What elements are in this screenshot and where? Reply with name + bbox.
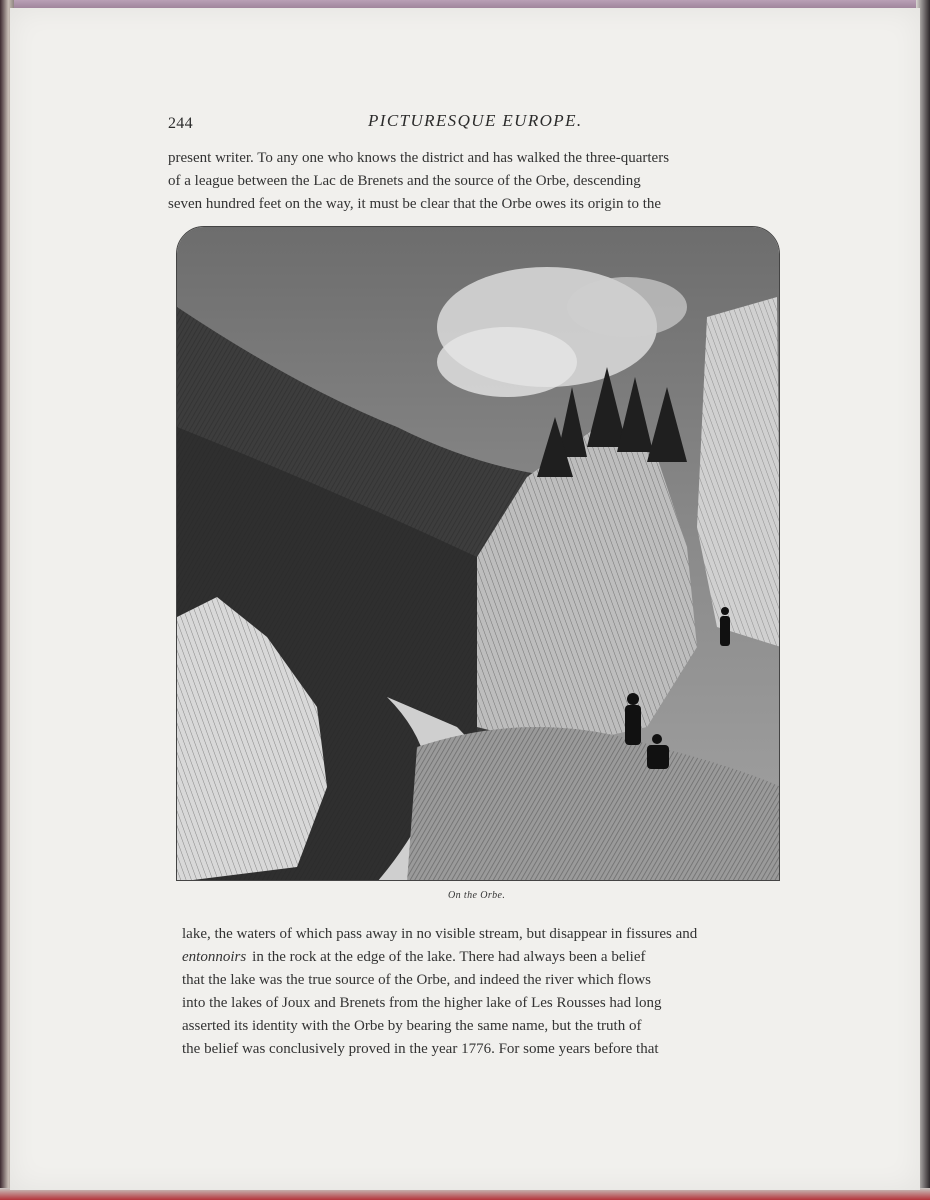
- body-line: asserted its identity with the Orbe by bearing the same name, but the truth of: [182, 1018, 642, 1034]
- body-line: seven hundred feet on the way, it must be clear that the Orbe owes its origin to the: [168, 196, 662, 212]
- illustration-caption: On the Orbe.: [448, 890, 506, 901]
- book-page: [10, 8, 920, 1190]
- body-line-rest: in the rock at the edge of the lake. There had always been a belief: [252, 949, 646, 965]
- body-line: the belief was conclusively proved in the year 1776. For some years before that: [182, 1041, 659, 1057]
- body-line: that the lake was the true source of the Orbe, and indeed the river which flows: [182, 972, 651, 988]
- body-line: lake, the waters of which pass away in no visible stream, but disappear in fissures and: [182, 926, 698, 942]
- body-line: into the lakes of Joux and Brenets from the higher lake of Les Rousses had long: [182, 995, 662, 1011]
- italic-term: entonnoirs: [182, 949, 247, 965]
- body-line: present writer. To any one who knows the district and has walked the three-quarters: [168, 150, 670, 166]
- body-line: [182, 949, 788, 966]
- engraving-illustration: [176, 226, 780, 881]
- page-number: 244: [168, 115, 193, 132]
- running-title: PICTURESQUE EUROPE.: [368, 111, 583, 130]
- body-line: of a league between the Lac de Brenets and the source of the Orbe, descending: [168, 173, 641, 189]
